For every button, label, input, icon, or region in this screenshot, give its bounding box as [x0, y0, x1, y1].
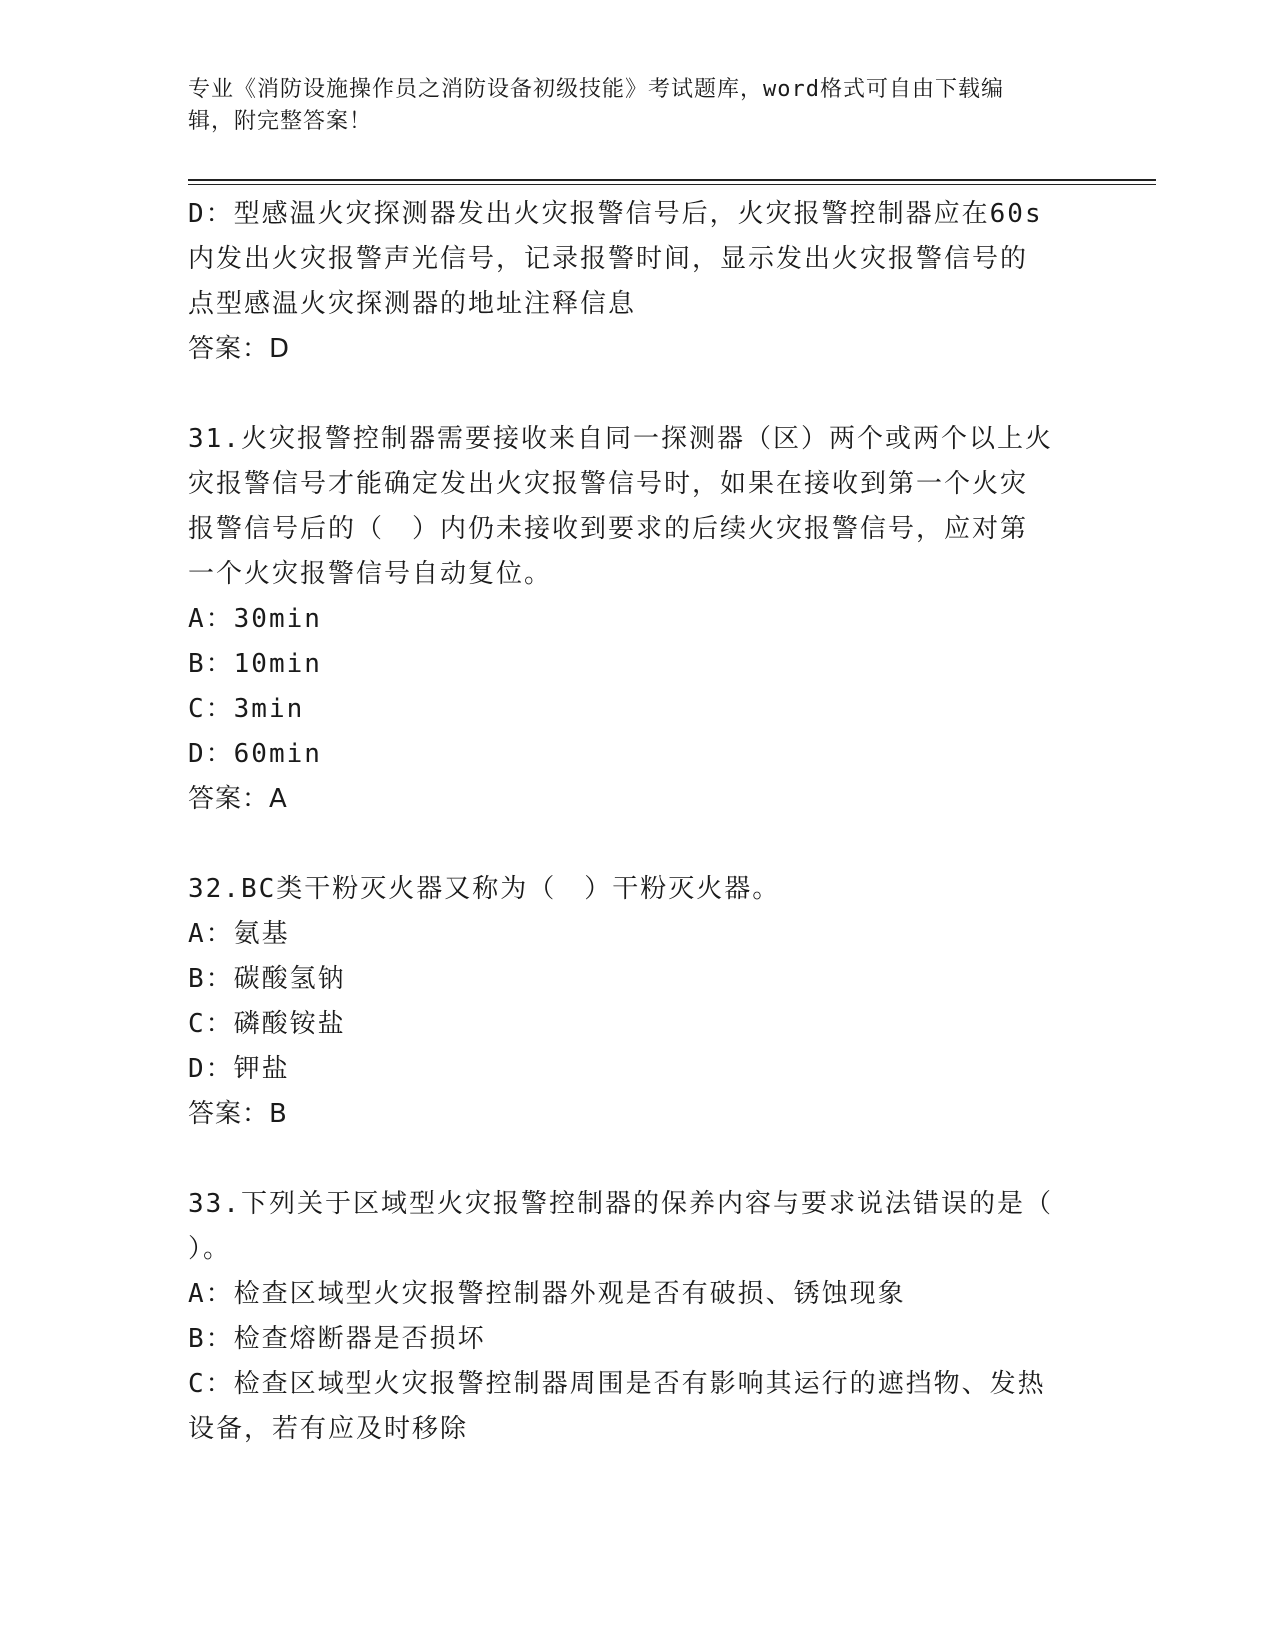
option-c: C：磷酸铵盐 [188, 1009, 346, 1039]
answer: 答案：D [188, 334, 291, 364]
option-d: D：钾盐 [188, 1054, 290, 1084]
question-33 [188, 1182, 1068, 1452]
page-header [188, 74, 1068, 138]
option-d-line-1: D：型感温火灾探测器发出火灾报警信号后，火灾报警控制器应在60s [188, 199, 1043, 229]
option-d: D：60min [188, 739, 322, 769]
header-rule-thin [188, 184, 1156, 185]
question-30-tail [188, 192, 1068, 372]
question-31 [188, 417, 1068, 822]
option-d-line-3: 点型感温火灾探测器的地址注释信息 [188, 289, 637, 319]
option-a: A：氨基 [188, 919, 290, 949]
question-content [188, 192, 1068, 1452]
header-line-1: 专业《消防设施操作员之消防设备初级技能》考试题库，word格式可自由下载编 [188, 77, 1004, 102]
option-c: C：检查区域型火灾报警控制器周围是否有影响其运行的遮挡物、发热 [188, 1369, 1046, 1399]
spacer [188, 372, 1068, 417]
option-c: C：3min [188, 694, 305, 724]
answer: 答案：A [188, 784, 288, 814]
question-stem-line: 报警信号后的（ ）内仍未接收到要求的后续火灾报警信号，应对第 [188, 514, 1029, 544]
question-32 [188, 867, 1068, 1137]
spacer [188, 822, 1068, 867]
option-a: A：检查区域型火灾报警控制器外观是否有破损、锈蚀现象 [188, 1279, 906, 1309]
option-c-continued: 设备，若有应及时移除 [188, 1414, 469, 1444]
question-stem-line: 32.BC类干粉灭火器又称为（ ）干粉灭火器。 [188, 874, 781, 904]
question-stem-line: 一个火灾报警信号自动复位。 [188, 559, 553, 589]
header-rule-thick [188, 179, 1156, 181]
option-a: A：30min [188, 604, 322, 634]
option-b: B：碳酸氢钠 [188, 964, 346, 994]
question-stem-line: 31.火灾报警控制器需要接收来自同一探测器（区）两个或两个以上火 [188, 424, 1053, 454]
option-b: B：检查熔断器是否损坏 [188, 1324, 486, 1354]
option-b: B：10min [188, 649, 322, 679]
option-d-line-2: 内发出火灾报警声光信号，记录报警时间，显示发出火灾报警信号的 [188, 244, 1029, 274]
spacer [188, 1137, 1068, 1182]
header-line-2: 辑，附完整答案！ [188, 109, 373, 134]
question-stem-line: 灾报警信号才能确定发出火灾报警信号时，如果在接收到第一个火灾 [188, 469, 1029, 499]
question-stem-line: ）。 [188, 1234, 232, 1264]
question-stem-line: 33.下列关于区域型火灾报警控制器的保养内容与要求说法错误的是（ [188, 1189, 1053, 1219]
answer: 答案：B [188, 1099, 288, 1129]
